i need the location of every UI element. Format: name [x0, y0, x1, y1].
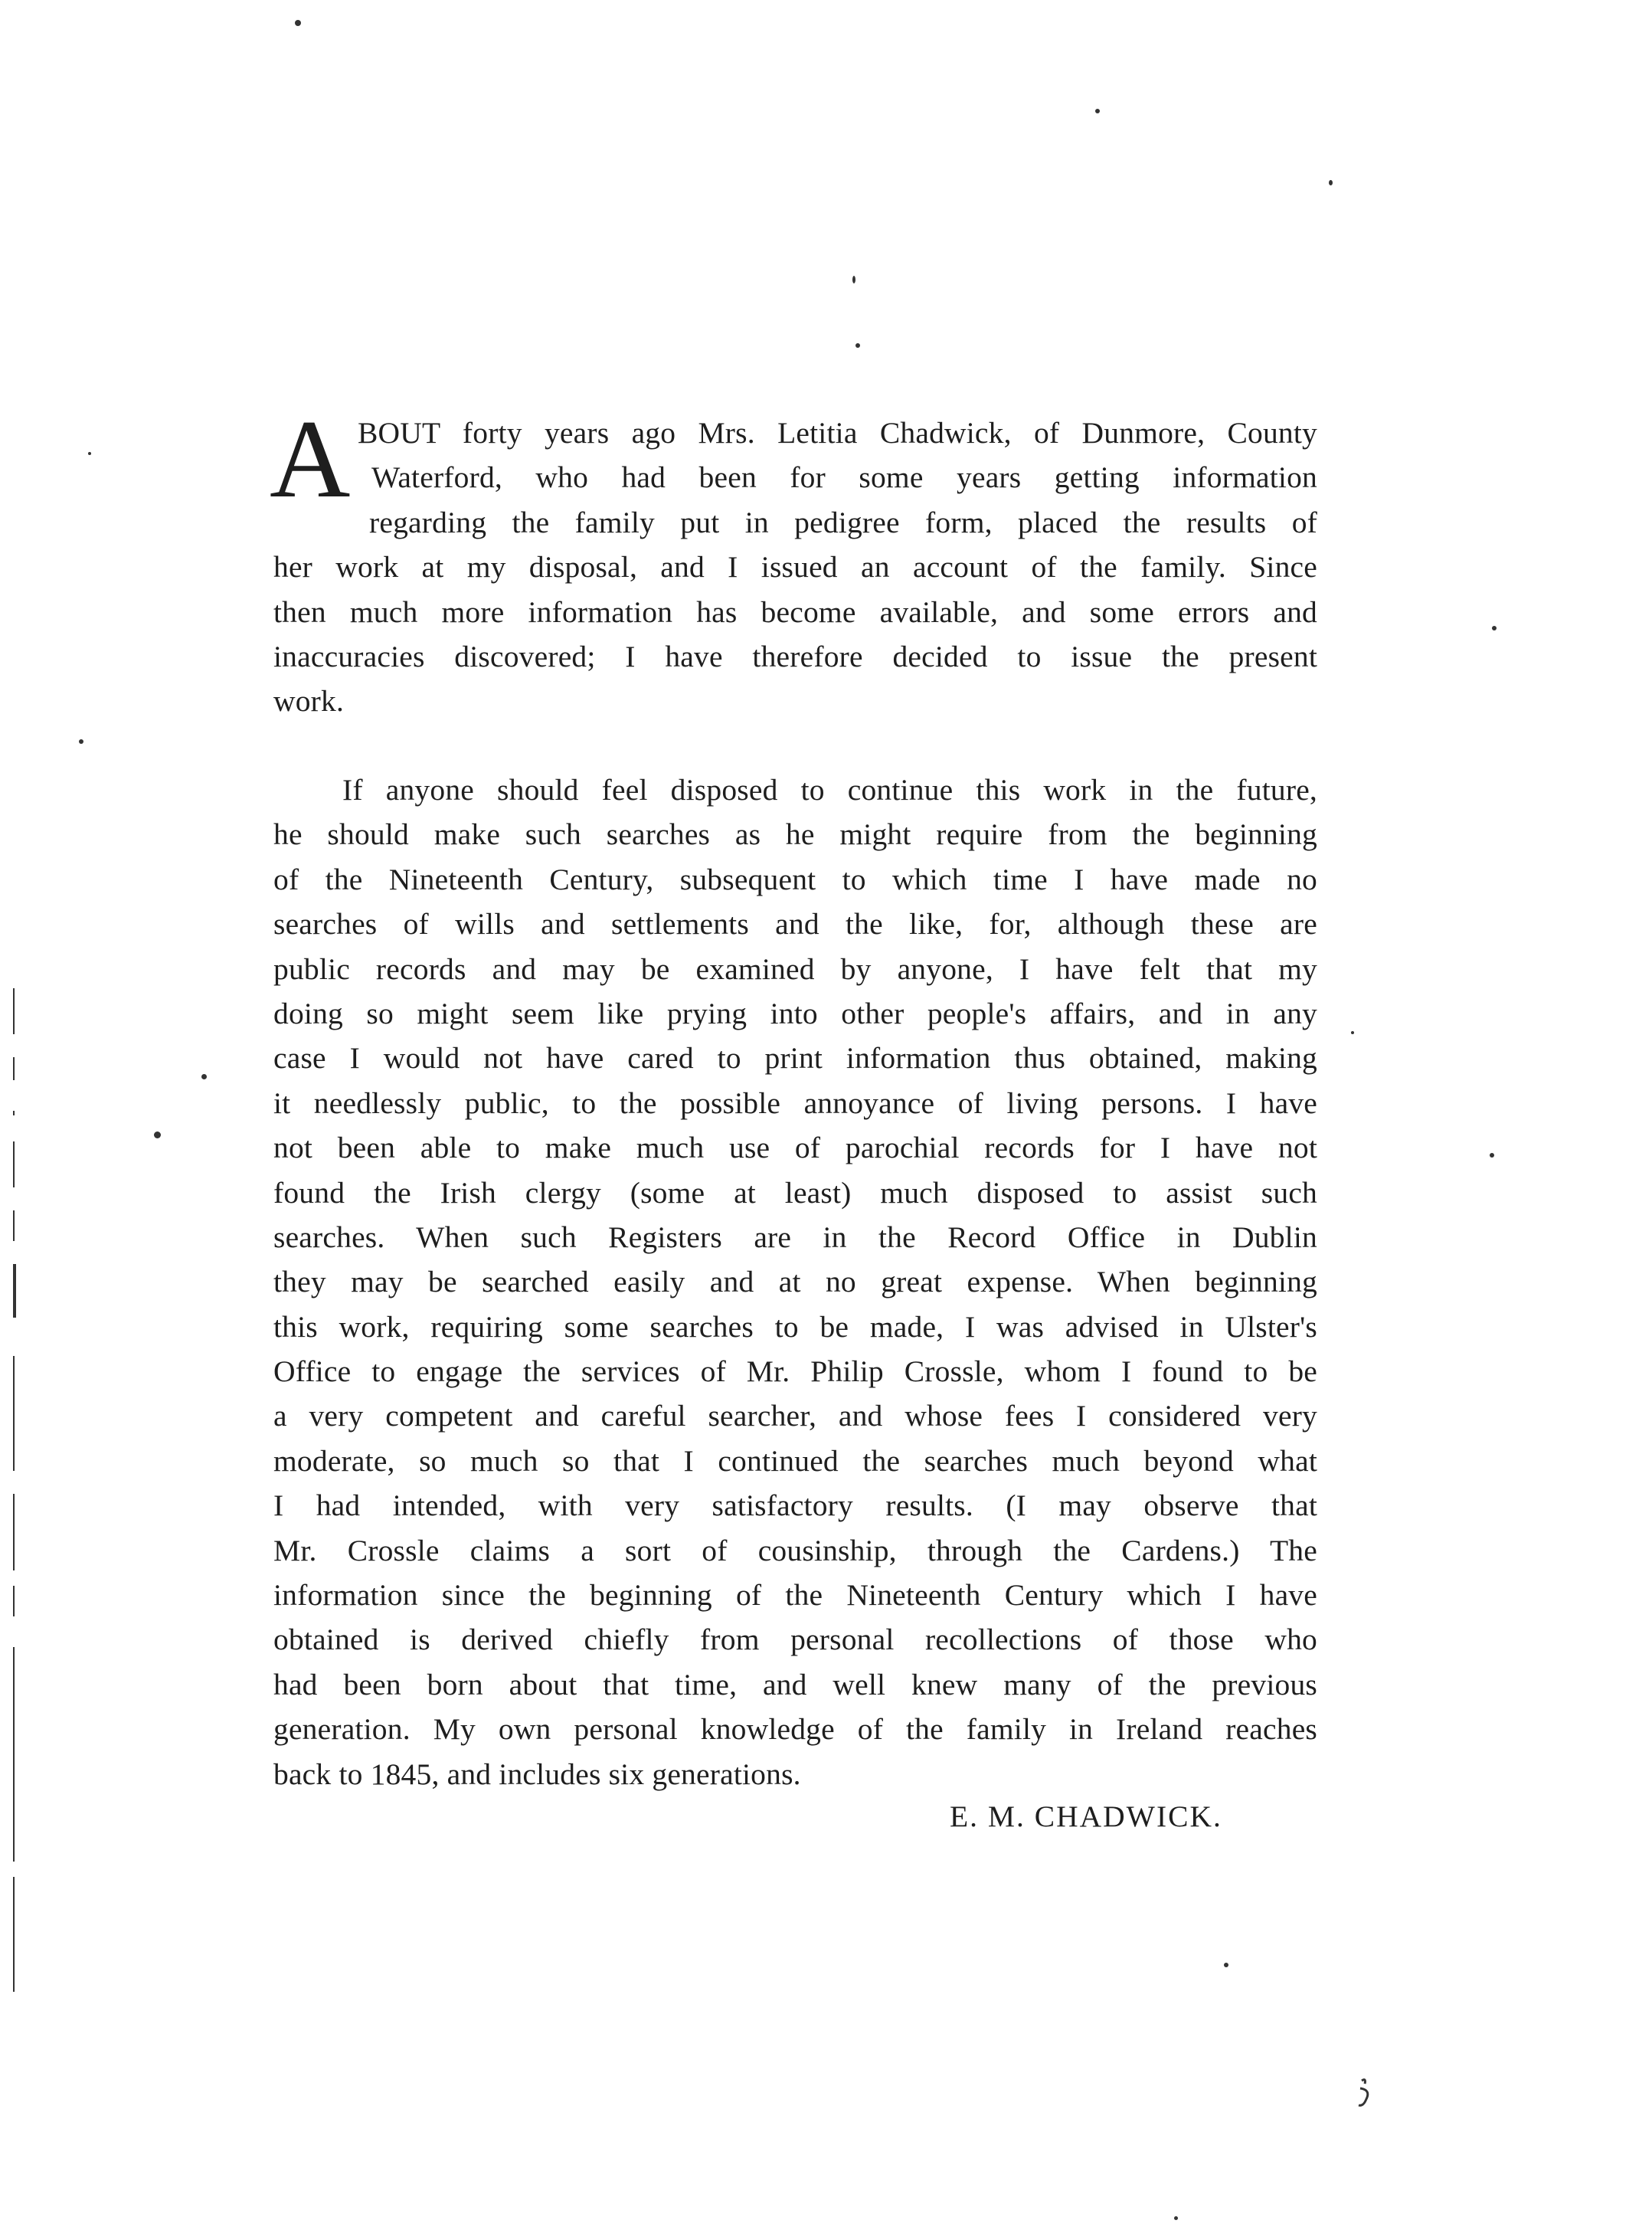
paragraph-line: searches of wills and settlements and the like, for, although these are [273, 907, 1317, 942]
scan-speck [1492, 626, 1497, 630]
scan-speck [1351, 1031, 1354, 1034]
paragraph-line: regarding the family put in pedigree form, placed the results of [369, 505, 1317, 539]
paragraph-line: a very competent and careful searcher, and whose fees I considered very [273, 1399, 1317, 1433]
paragraph-line: Office to engage the services of Mr. Philip Crossle, whom I found to be [273, 1354, 1317, 1389]
pencil-mark-icon [1356, 2076, 1379, 2111]
main-paragraph [273, 768, 1317, 1796]
scan-speck [201, 1074, 207, 1079]
paragraph-line: Waterford, who had been for some years getting information [371, 460, 1317, 495]
paragraph-line: BOUT forty years ago Mrs. Letitia Chadwick, of Dunmore, County [358, 416, 1317, 450]
paragraph-line: they may be searched easily and at no great expense. When beginning [273, 1265, 1317, 1299]
paragraph-line: then much more information has become available, and some errors and [273, 594, 1317, 629]
paragraph-line: I had intended, with very satisfactory results. (I may observe that [273, 1488, 1317, 1523]
paragraph-line: obtained is derived chiefly from personal recollections of those who [273, 1623, 1317, 1657]
paragraph-line: If anyone should feel disposed to continue this work in the future, [342, 773, 1317, 807]
scan-speck [1224, 1963, 1228, 1967]
scan-speck [1329, 180, 1333, 185]
intro-paragraph [273, 411, 1317, 724]
paragraph-line: work. [273, 684, 345, 719]
paragraph-line: of the Nineteenth Century, subsequent to which time I have made no [273, 862, 1317, 896]
scan-speck [855, 343, 860, 348]
scan-speck [295, 20, 301, 26]
paragraph-line: had been born about that time, and well knew many of the previous [273, 1667, 1317, 1701]
paragraph-line: doing so might seem like prying into other people's affairs, and in any [273, 996, 1317, 1030]
paragraph-line: moderate, so much so that I continued the searches much beyond what [273, 1443, 1317, 1478]
paragraph-line: found the Irish clergy (some at least) much disposed to assist such [273, 1175, 1317, 1210]
scan-speck [852, 276, 855, 283]
paragraph-line: this work, requiring some searches to be made, I was advised in Ulster's [273, 1309, 1317, 1344]
paragraph-line: not been able to make much use of parochial records for I have not [273, 1131, 1317, 1165]
scan-speck [88, 452, 91, 455]
drop-cap: A [270, 397, 351, 521]
paragraph-line: information since the beginning of the Nineteenth Century which I have [273, 1578, 1317, 1613]
binding-margin-marks [11, 958, 19, 2038]
corner-pencil-mark [1356, 2076, 1379, 2120]
scan-speck [1095, 109, 1100, 113]
scan-speck [79, 739, 83, 744]
paragraph-line: generation. My own personal knowledge of the family in Ireland reaches [273, 1712, 1317, 1747]
paragraph-line: back to 1845, and includes six generations. [273, 1757, 801, 1791]
paragraph-line: he should make such searches as he might require from the beginning [273, 817, 1317, 852]
paragraph-line: case I would not have cared to print information thus obtained, making [273, 1041, 1317, 1076]
paragraph-line: her work at my disposal, and I issued an account of the family. Since [273, 550, 1317, 585]
scan-speck [1490, 1153, 1494, 1158]
scan-speck [1174, 2216, 1178, 2220]
paragraph-line: inaccuracies discovered; I have therefore decided to issue the present [273, 639, 1317, 673]
scan-speck [154, 1131, 161, 1138]
paragraph-line: public records and may be examined by anyone, I have felt that my [273, 951, 1317, 986]
author-signature: E. M. CHADWICK. [950, 1800, 1222, 1833]
paragraph-line: searches. When such Registers are in the Record Office in Dublin [273, 1220, 1317, 1254]
paragraph-line: it needlessly public, to the possible annoyance of living persons. I have [273, 1086, 1317, 1120]
paragraph-line: Mr. Crossle claims a sort of cousinship, through the Cardens.) The [273, 1533, 1317, 1567]
